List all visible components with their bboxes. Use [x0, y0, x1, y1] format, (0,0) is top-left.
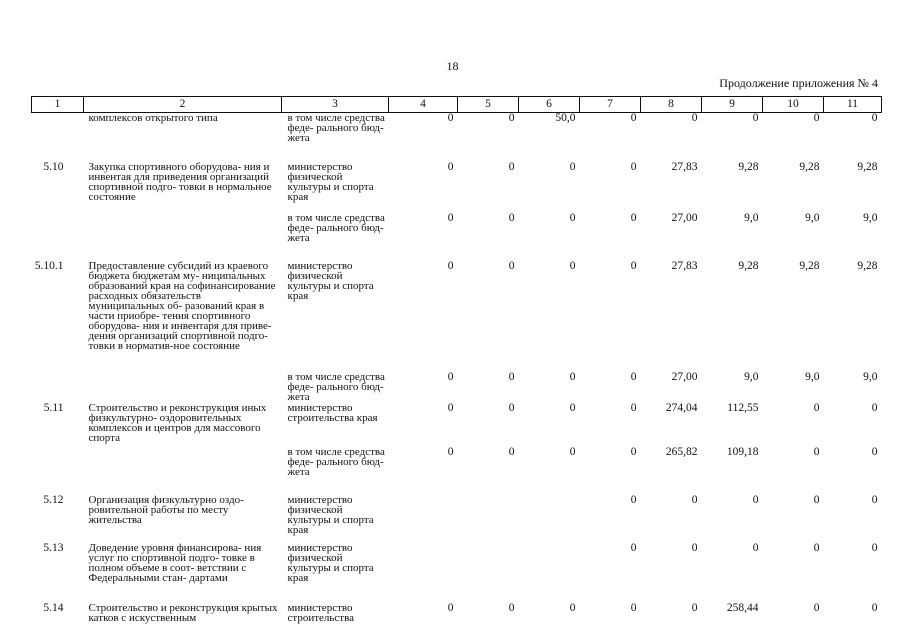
responsible: министерство физической культуры и спорта края	[287, 160, 374, 203]
responsible: министерство строительства	[287, 601, 355, 624]
row-number: 5.12	[43, 493, 64, 506]
responsible: в том числе средства феде- рального бюд- жета	[287, 112, 385, 144]
table-row	[32, 447, 882, 495]
column-header-2: 2	[84, 97, 282, 113]
description: Строительство и реконструкция крытых катков с искуственным	[88, 601, 278, 624]
responsible: в том числе средства феде- рального бюд- жета	[287, 211, 385, 244]
description	[84, 213, 282, 261]
value-8: 27,00	[671, 370, 698, 383]
table-row	[32, 213, 882, 261]
table-row	[32, 543, 882, 603]
responsible: министерство строительства края	[287, 401, 378, 424]
value-9: 0	[752, 112, 759, 124]
column-header-3: 3	[282, 97, 389, 113]
value-9: 109,18	[726, 445, 759, 458]
table-row	[32, 113, 882, 162]
table-row	[32, 495, 882, 543]
description	[84, 447, 282, 495]
value-10: 9,0	[805, 370, 820, 383]
row-number: 5.11	[43, 401, 64, 414]
column-header-4: 4	[389, 97, 458, 113]
value-4: 0	[447, 445, 454, 458]
value-11: 0	[871, 445, 878, 458]
responsible: в том числе средства феде- рального бюд- жета	[287, 370, 385, 403]
value-9: 9,0	[744, 211, 759, 224]
value-9: 258,44	[726, 601, 759, 614]
value-4: 0	[447, 259, 454, 272]
value-7: 0	[630, 445, 637, 458]
page-number: 18	[446, 59, 459, 73]
value-6	[519, 495, 580, 543]
table-row	[32, 403, 882, 447]
value-7: 0	[630, 259, 637, 272]
responsible: в том числе средства феде- рального бюд- жета	[287, 445, 385, 478]
value-7: 0	[630, 211, 637, 224]
value-10: 0	[813, 601, 820, 614]
value-5: 0	[508, 160, 515, 173]
value-9: 0	[752, 493, 759, 506]
value-6: 0	[569, 401, 576, 414]
value-9: 0	[752, 541, 759, 554]
row-number	[32, 447, 84, 495]
column-header-8: 8	[641, 97, 702, 113]
value-11: 9,28	[857, 259, 878, 272]
value-10: 0	[813, 541, 820, 554]
column-header-10: 10	[763, 97, 824, 113]
table-row	[32, 162, 882, 213]
table-row	[32, 603, 882, 633]
value-6: 0	[569, 370, 576, 383]
value-4: 0	[447, 401, 454, 414]
row-number: 5.13	[43, 541, 64, 554]
value-5	[458, 543, 519, 603]
value-6: 0	[569, 160, 576, 173]
value-7: 0	[630, 401, 637, 414]
value-5	[458, 495, 519, 543]
value-5: 0	[508, 211, 515, 224]
row-number: 5.14	[43, 601, 64, 614]
value-9: 9,28	[738, 259, 759, 272]
row-number	[32, 213, 84, 261]
row-number: 5.10	[43, 160, 64, 173]
value-6	[519, 543, 580, 603]
value-10: 9,0	[805, 211, 820, 224]
value-8: 0	[691, 493, 698, 506]
value-5: 0	[508, 401, 515, 414]
value-4: 0	[447, 601, 454, 614]
description: Организация физкультурно оздо- ровительной работы по месту жительства	[88, 493, 244, 526]
value-8: 27,00	[671, 211, 698, 224]
column-header-5: 5	[458, 97, 519, 113]
value-5: 0	[508, 112, 515, 124]
value-11: 0	[871, 401, 878, 414]
value-4: 0	[447, 112, 454, 124]
value-6: 50,0	[555, 112, 576, 124]
table-body	[32, 113, 882, 633]
value-4: 0	[447, 211, 454, 224]
program-table	[31, 96, 881, 633]
description: комплексов открытого типа	[88, 112, 218, 124]
description: Предоставление субсидий из краевого бюджета бюджетам му- ниципальных образований края на софинансирование расходных обязательств муниципальных об- разований края в части приобре- тения спортивного оборудова- ния и инвентаря для приве-дения организаций спортивной подго- товки в норматив-ное состояние	[88, 259, 276, 352]
value-9: 112,55	[727, 401, 759, 414]
row-number: 5.10.1	[34, 259, 64, 272]
value-11: 0	[871, 601, 878, 614]
responsible: министерство физической культуры и спорта края	[287, 493, 374, 536]
value-7: 0	[630, 160, 637, 173]
value-8: 27,83	[671, 259, 698, 272]
value-11: 9,0	[863, 370, 878, 383]
value-7: 0	[630, 601, 637, 614]
continuation-note: Продолжение приложения № 4	[719, 76, 878, 90]
column-header-7: 7	[580, 97, 641, 113]
value-8: 0	[691, 541, 698, 554]
value-10: 9,28	[799, 160, 820, 173]
value-10: 0	[813, 112, 820, 124]
value-6: 0	[569, 601, 576, 614]
value-8: 27,83	[671, 160, 698, 173]
value-8: 274,04	[665, 401, 698, 414]
table-header	[32, 97, 882, 113]
value-8: 0	[691, 601, 698, 614]
value-5: 0	[508, 601, 515, 614]
value-11: 0	[871, 541, 878, 554]
value-6: 0	[569, 259, 576, 272]
value-6: 0	[569, 445, 576, 458]
value-10: 9,28	[799, 259, 820, 272]
value-11: 0	[871, 112, 878, 124]
value-7: 0	[630, 370, 637, 383]
value-8: 0	[691, 112, 698, 124]
value-6: 0	[569, 211, 576, 224]
value-5: 0	[508, 259, 515, 272]
description: Закупка спортивного оборудова- ния и инвентая для приведения организаций спортивной подго- товки в нормальное состояние	[88, 160, 272, 203]
value-4: 0	[447, 370, 454, 383]
description: Доведение уровня финансирова- ния услуг по спортивной подго- товке в полном объеме в соот- ветствии с Федеральными стан- дартами	[88, 541, 262, 584]
value-4: 0	[447, 160, 454, 173]
row-number	[32, 372, 84, 403]
column-header-9: 9	[702, 97, 763, 113]
value-4	[389, 495, 458, 543]
value-9: 9,28	[738, 160, 759, 173]
value-11: 9,0	[863, 211, 878, 224]
value-11: 9,28	[857, 160, 878, 173]
value-11: 0	[871, 493, 878, 506]
responsible: министерство физической культуры и спорта края	[287, 541, 374, 584]
value-5: 0	[508, 445, 515, 458]
value-8: 265,82	[665, 445, 698, 458]
value-7: 0	[630, 493, 637, 506]
responsible: министерство физической культуры и спорта края	[287, 259, 374, 302]
value-10: 0	[813, 445, 820, 458]
value-9: 9,0	[744, 370, 759, 383]
value-4	[389, 543, 458, 603]
column-header-6: 6	[519, 97, 580, 113]
description: Строительство и реконструкция иных физкультурно- оздоровительных комплексов и центров для массового спорта	[88, 401, 267, 444]
column-header-11: 11	[824, 97, 882, 113]
value-10: 0	[813, 493, 820, 506]
value-5: 0	[508, 370, 515, 383]
row-number	[32, 113, 84, 162]
value-10: 0	[813, 401, 820, 414]
value-7: 0	[630, 112, 637, 124]
column-header-1: 1	[32, 97, 84, 113]
table-row	[32, 261, 882, 372]
value-7: 0	[630, 541, 637, 554]
